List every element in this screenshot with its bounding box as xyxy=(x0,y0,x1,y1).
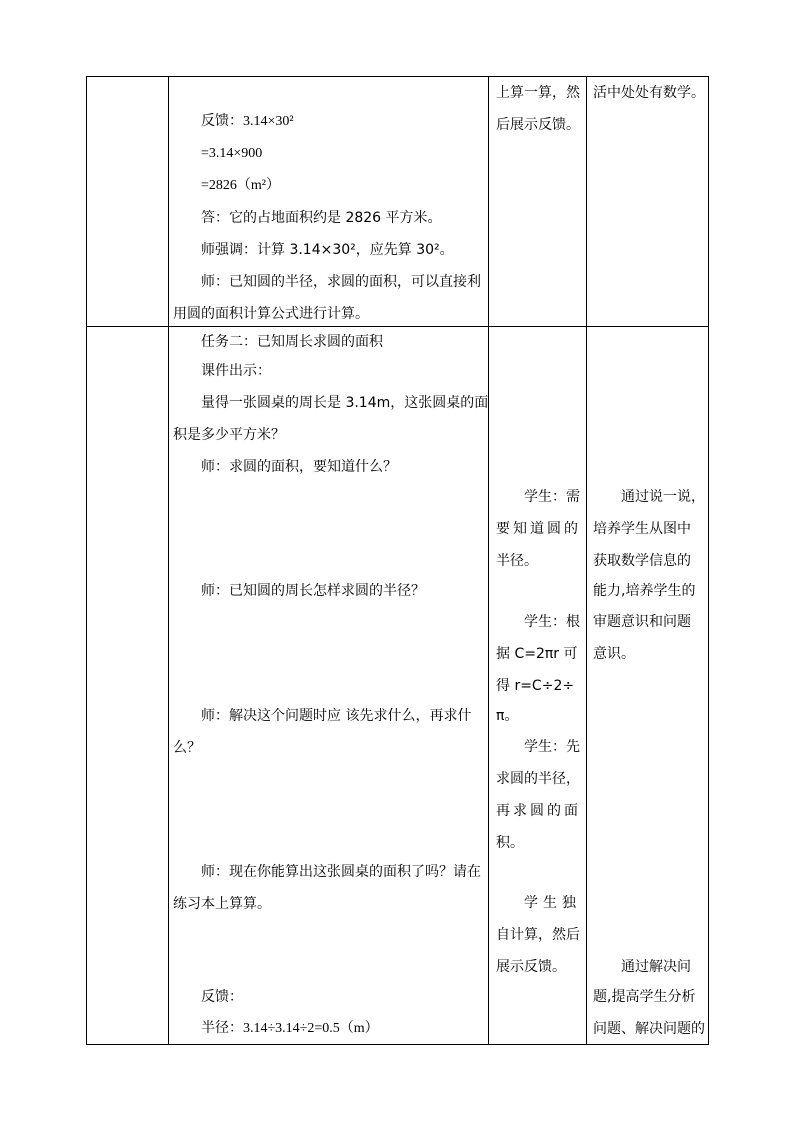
table-row xyxy=(87,327,709,1045)
lesson-plan-table xyxy=(86,76,709,1045)
text-line: 再求圆的面 xyxy=(496,803,581,819)
text-line: 获取数学信息的 xyxy=(593,553,691,569)
text-line: 课件出示： xyxy=(201,363,271,379)
stage-cell xyxy=(87,327,169,1045)
text-line: 学生：先 xyxy=(524,739,580,755)
text-line: 意识。 xyxy=(593,646,635,662)
teacher-activity-cell xyxy=(169,327,489,1045)
text-line: 么？ xyxy=(173,740,201,756)
text-line: 反馈： xyxy=(201,989,243,1005)
student-activity-cell xyxy=(489,77,587,327)
text-line: =2826（m²） xyxy=(201,178,280,193)
text-line: 学生独 xyxy=(524,895,581,911)
text-line: 通过说一说， xyxy=(621,489,705,505)
stage-cell xyxy=(87,77,169,327)
text-line: 师：解决这个问题时应 该先求什么，再求什 xyxy=(201,708,472,724)
text-line: 能力,培养学生的 xyxy=(593,583,696,599)
text-line: 题,提高学生分析 xyxy=(593,989,696,1005)
text-line: 据 C=2πr 可 xyxy=(496,646,578,662)
text-line: 自计算，然后 xyxy=(496,927,580,943)
text-line: 得 r=C÷2÷ xyxy=(496,678,575,694)
table-row xyxy=(87,77,709,327)
text-line: 求圆的半径， xyxy=(496,771,580,787)
text-line: =3.14×900 xyxy=(201,146,263,161)
text-line: 师：现在你能算出这张圆桌的面积了吗？请在 xyxy=(201,864,481,880)
design-intent-cell xyxy=(587,327,709,1045)
text-line: 问题、解决问题的 xyxy=(593,1021,705,1037)
text-line: 后展示反馈。 xyxy=(496,117,580,133)
text-line: π。 xyxy=(496,708,519,724)
text-line: 展示反馈。 xyxy=(496,959,566,975)
text-line: 学生：需 xyxy=(524,489,580,505)
text-line: 上算一算，然 xyxy=(496,85,580,101)
design-intent-cell xyxy=(587,77,709,327)
text-line: 师强调：计算 3.14×30²，应先算 30²。 xyxy=(201,242,454,258)
text-line: 量得一张圆桌的周长是 3.14m，这张圆桌的面 xyxy=(201,395,489,411)
text-line: 积。 xyxy=(496,835,524,851)
text-line: 半径。 xyxy=(496,553,538,569)
text-line: 反馈：3.14×30² xyxy=(201,114,294,129)
teacher-activity-cell xyxy=(169,77,489,327)
text-line: 师：已知圆的周长怎样求圆的半径？ xyxy=(201,583,425,599)
student-activity-cell xyxy=(489,327,587,1045)
text-line: 半径：3.14÷3.14÷2=0.5（m） xyxy=(201,1021,379,1036)
text-line: 通过解决问 xyxy=(621,959,691,975)
text-line: 培养学生从图中 xyxy=(593,521,691,537)
text-line: 学生：根 xyxy=(524,614,580,630)
text-line: 用圆的面积计算公式进行计算。 xyxy=(173,306,369,322)
text-line: 积是多少平方米？ xyxy=(173,427,285,443)
text-line: 要知道圆的 xyxy=(496,521,581,537)
text-line: 练习本上算算。 xyxy=(173,896,271,912)
text-line: 答：它的占地面积约是 2826 平方米。 xyxy=(201,210,442,226)
text-line: 师：已知圆的半径，求圆的面积，可以直接利 xyxy=(201,274,481,290)
text-line: 任务二：已知周长求圆的面积 xyxy=(201,334,383,350)
text-line: 审题意识和问题 xyxy=(593,614,691,630)
text-line: 师：求圆的面积，要知道什么？ xyxy=(201,459,397,475)
text-line: 活中处处有数学。 xyxy=(593,85,705,101)
